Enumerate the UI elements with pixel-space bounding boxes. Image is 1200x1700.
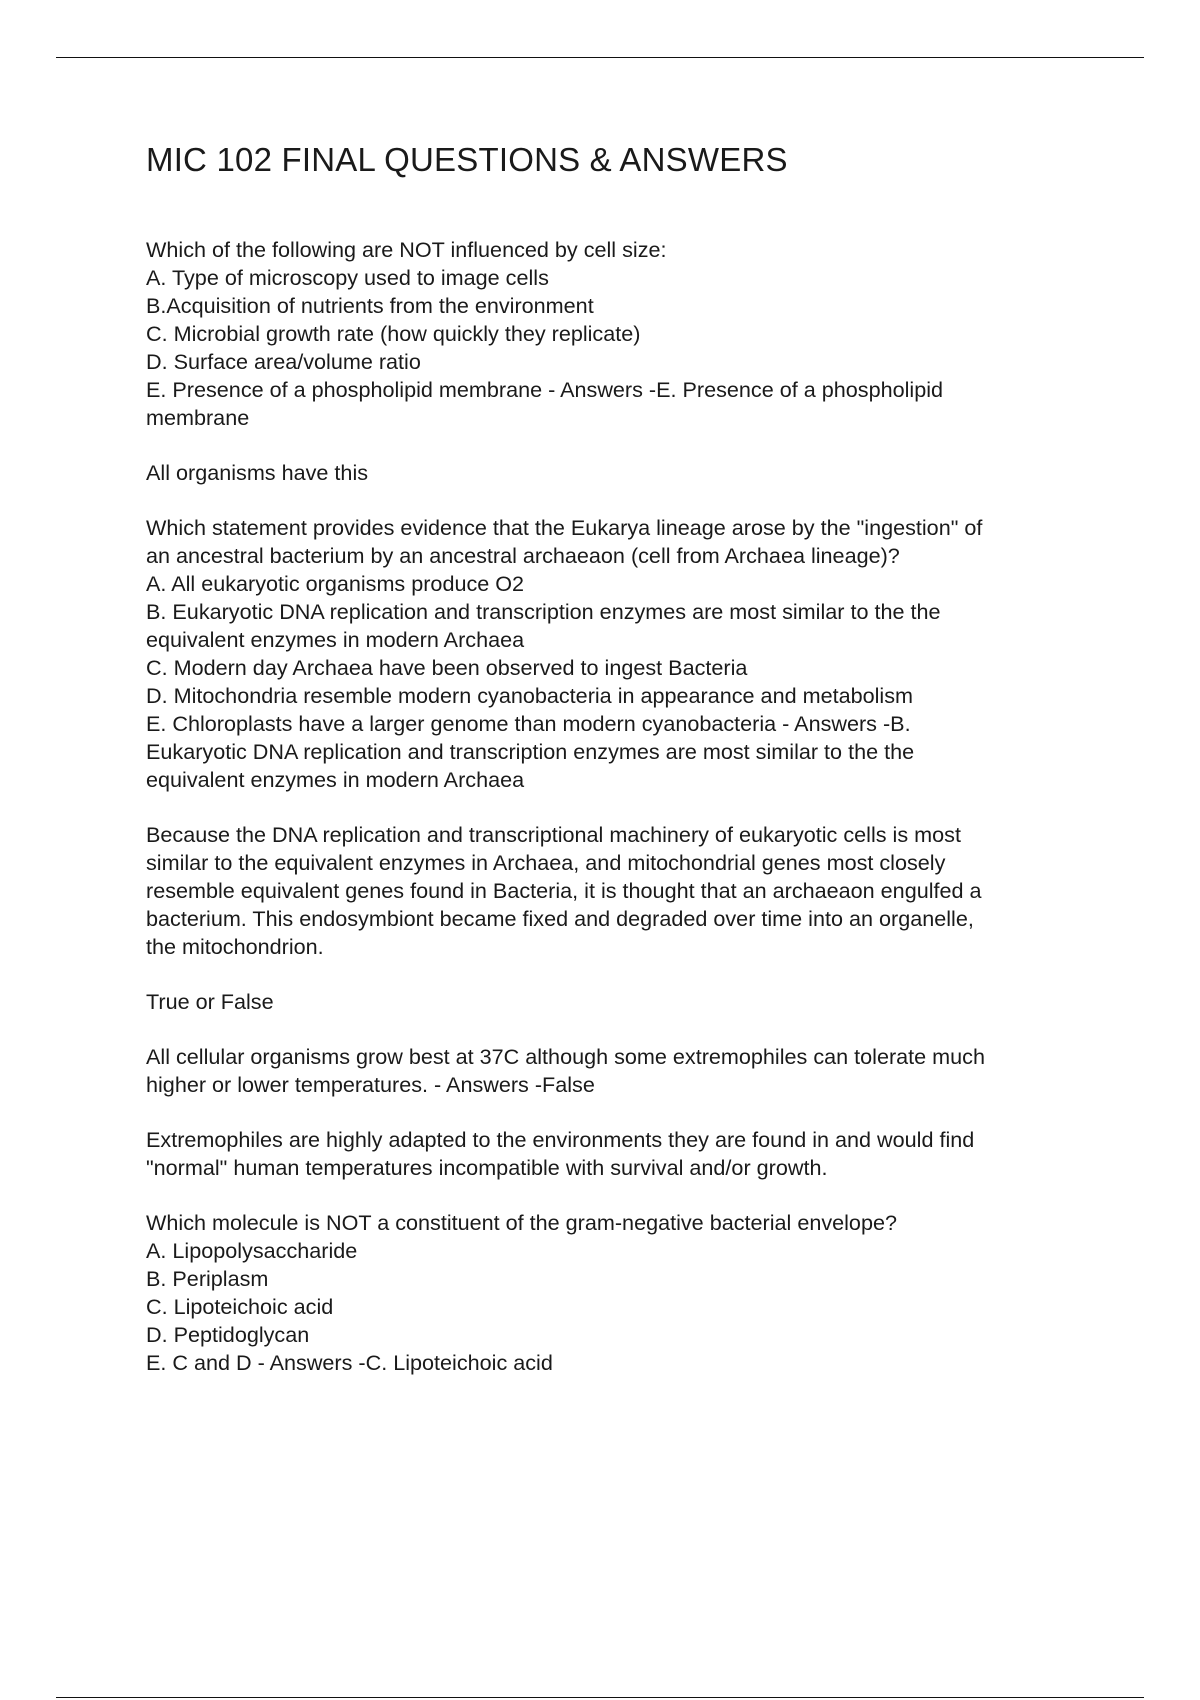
page-title: MIC 102 FINAL QUESTIONS & ANSWERS <box>146 141 788 178</box>
text-line: B. Eukaryotic DNA replication and transcription enzymes are most similar to the the <box>146 599 941 624</box>
question-list <box>146 236 1106 1377</box>
text-line: D. Surface area/volume ratio <box>146 349 421 374</box>
text-line: C. Microbial growth rate (how quickly they replicate) <box>146 321 641 346</box>
text-line: similar to the equivalent enzymes in Archaea, and mitochondrial genes most closely <box>146 850 946 875</box>
text-line: Because the DNA replication and transcriptional machinery of eukaryotic cells is most <box>146 822 961 847</box>
text-line: Which statement provides evidence that the Eukarya lineage arose by the "ingestion" of <box>146 515 983 540</box>
text-block <box>146 1209 1106 1377</box>
text-line: equivalent enzymes in modern Archaea <box>146 767 525 792</box>
text-line: All organisms have this <box>146 460 369 485</box>
text-line: C. Modern day Archaea have been observed to ingest Bacteria <box>146 655 748 680</box>
text-line: Which of the following are NOT influenced by cell size: <box>146 237 667 262</box>
text-line: A. All eukaryotic organisms produce O2 <box>146 571 525 596</box>
text-line: C. Lipoteichoic acid <box>146 1294 334 1319</box>
text-line: membrane <box>146 405 250 430</box>
text-line: an ancestral bacterium by an ancestral archaeaon (cell from Archaea lineage)? <box>146 543 900 568</box>
text-line: bacterium. This endosymbiont became fixed and degraded over time into an organelle, <box>146 906 974 931</box>
text-line: D. Mitochondria resemble modern cyanobacteria in appearance and metabolism <box>146 683 913 708</box>
text-line: E. Presence of a phospholipid membrane - Answers -E. Presence of a phospholipid <box>146 377 944 402</box>
text-block <box>146 459 1106 487</box>
text-line: B.Acquisition of nutrients from the environment <box>146 293 594 318</box>
bottom-rule <box>56 1697 1144 1698</box>
text-line: D. Peptidoglycan <box>146 1322 310 1347</box>
text-line: True or False <box>146 989 274 1014</box>
text-line: All cellular organisms grow best at 37C although some extremophiles can tolerate much <box>146 1044 985 1069</box>
text-block <box>146 988 1106 1016</box>
text-line: "normal" human temperatures incompatible with survival and/or growth. <box>146 1155 828 1180</box>
text-line: Which molecule is NOT a constituent of the gram-negative bacterial envelope? <box>146 1210 897 1235</box>
text-line: B. Periplasm <box>146 1266 269 1291</box>
document-body <box>146 140 1106 1404</box>
text-block <box>146 1126 1106 1182</box>
text-block <box>146 236 1106 432</box>
text-line: A. Type of microscopy used to image cells <box>146 265 549 290</box>
text-line: A. Lipopolysaccharide <box>146 1238 358 1263</box>
text-line: the mitochondrion. <box>146 934 324 959</box>
text-line: higher or lower temperatures. - Answers -False <box>146 1072 595 1097</box>
text-block <box>146 1043 1106 1099</box>
text-line: Eukaryotic DNA replication and transcription enzymes are most similar to the the <box>146 739 915 764</box>
text-line: Extremophiles are highly adapted to the environments they are found in and would find <box>146 1127 975 1152</box>
text-line: E. Chloroplasts have a larger genome than modern cyanobacteria - Answers -B. <box>146 711 911 736</box>
text-block <box>146 821 1106 961</box>
top-rule <box>56 57 1144 58</box>
text-line: equivalent enzymes in modern Archaea <box>146 627 525 652</box>
text-line: E. C and D - Answers -C. Lipoteichoic acid <box>146 1350 553 1375</box>
text-line: resemble equivalent genes found in Bacteria, it is thought that an archaeaon engulfed a <box>146 878 982 903</box>
text-block <box>146 514 1106 794</box>
